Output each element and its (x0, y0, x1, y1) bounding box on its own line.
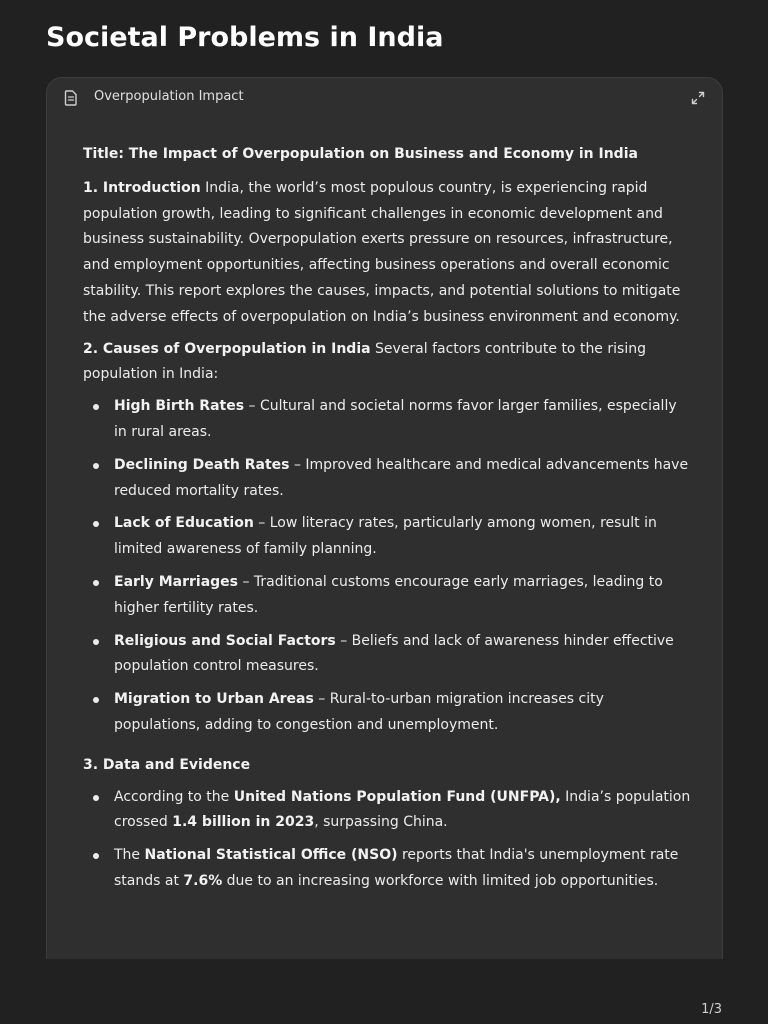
list-item: Religious and Social Factors – Beliefs and lack of awareness hinder effective population control measures. (114, 629, 693, 681)
expand-button[interactable] (688, 88, 708, 108)
document-title-line: Title: The Impact of Overpopulation on Business and Economy in India (83, 146, 638, 162)
causes-intro-text: Several factors contribute to the rising population in India: (83, 340, 646, 383)
causes-list (83, 394, 693, 739)
document-card-header[interactable] (47, 78, 722, 118)
evidence-heading: 3. Data and Evidence (83, 756, 251, 773)
list-item: Early Marriages – Traditional customs encourage early marriages, leading to higher fertility rates. (114, 570, 693, 622)
document-card (46, 77, 723, 959)
evidence-list (83, 785, 693, 895)
page-title: Societal Problems in India (46, 22, 444, 53)
document-icon (64, 90, 78, 106)
list-item: Declining Death Rates – Improved healthcare and medical advancements have reduced mortality rates. (114, 453, 693, 505)
list-item: According to the United Nations Population Fund (UNFPA), India’s population crossed 1.4 billion in 2023, surpassing China. (114, 785, 693, 837)
document-body (83, 142, 693, 903)
list-item: The National Statistical Office (NSO) reports that India's unemployment rate stands at 7.6% due to an increasing workforce with limited job opportunities. (114, 843, 693, 895)
introduction-paragraph (83, 176, 693, 331)
introduction-heading: 1. Introduction (83, 179, 201, 196)
introduction-text: India, the world’s most populous country, is experiencing rapid population growth, leading to significant challenges in economic development and business sustainability. Overpopulation exerts pressure on resources, infrastructure, and employment opportunities, affecting business operations and overall economic stability. This report explores the causes, impacts, and potential solutions to mitigate the adverse effects of overpopulation on India’s business environment and economy. (83, 179, 681, 325)
causes-paragraph (83, 337, 693, 389)
list-item: Migration to Urban Areas – Rural-to-urban migration increases city populations, adding to congestion and unemployment. (114, 687, 693, 739)
evidence-heading-paragraph (83, 753, 693, 779)
list-item: Lack of Education – Low literacy rates, particularly among women, result in limited awareness of family planning. (114, 511, 693, 563)
page-indicator: 1/3 (701, 1002, 722, 1017)
document-card-title: Overpopulation Impact (94, 89, 244, 104)
causes-heading: 2. Causes of Overpopulation in India (83, 340, 371, 357)
list-item: High Birth Rates – Cultural and societal norms favor larger families, especially in rural areas. (114, 394, 693, 446)
expand-arrows-icon (691, 91, 705, 105)
